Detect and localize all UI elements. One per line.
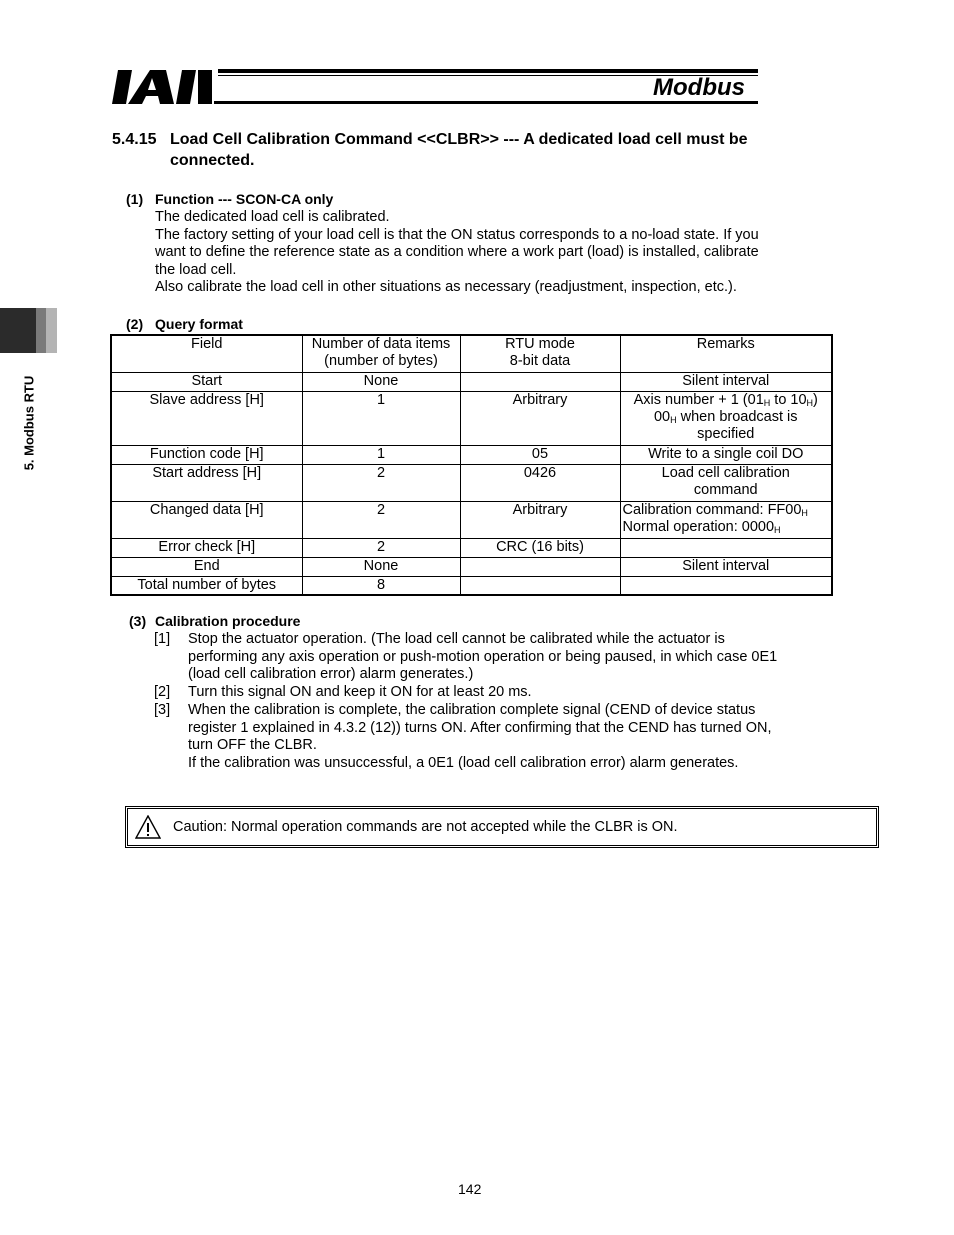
chapter-tab-light [46, 308, 57, 353]
function-description: The dedicated load cell is calibrated. The factory setting of your load cell is that the ON status corresponds to a no-load state. If you want to define the reference state as a condition where a work part (load) is installed, calibrate the load cell. Also calibrate the load cell in other situations as necessary (readjustment, inspection, etc.). [155, 209, 759, 295]
iai-logo [112, 68, 212, 106]
procedure-heading: (3) Calibration procedure [129, 613, 301, 629]
procedure-steps [154, 631, 838, 773]
header-items: Number of data items (number of bytes) [302, 335, 460, 372]
query-format-table [110, 334, 833, 596]
header-rtu: RTU mode 8-bit data [460, 335, 620, 372]
table-row: Slave address [H] 1 Arbitrary Axis number + 1 ($01_H$ to $10_H$) $00_H$ when broadcast is specified [111, 391, 832, 445]
chapter-tab-dark [0, 308, 36, 353]
query-heading: (2) Query format [126, 316, 243, 332]
section-title-line1: Load Cell Calibration Command <<CLBR>> --- A dedicated load cell must be [170, 131, 748, 148]
chapter-tab-label: 5. Modbus RTU [21, 375, 37, 471]
warning-icon [135, 815, 161, 839]
section-tag: Modbus [653, 74, 745, 101]
table-row: Function code [H] 1 05 Write to a single coil DO [111, 445, 832, 464]
table-row: Start address [H] 2 0426 Load cell calibration command [111, 464, 832, 501]
list-item: [2] Turn this signal ON and keep it ON for at least 20 ms. [154, 684, 532, 701]
list-item: [1] Stop the actuator operation. (The load cell cannot be calibrated while the actuator is performing any axis operation or push-motion operation or being paused, in which case 0E1 (load cell calibration error) alarm generates.) [154, 631, 778, 683]
function-heading: (1) Function --- SCON-CA only [126, 191, 334, 207]
caution-text: Caution: Normal operation commands are not accepted while the CLBR is ON. [173, 819, 678, 835]
table-row: Error check [H] 2 CRC (16 bits) [111, 538, 832, 557]
table-header-row [111, 335, 832, 372]
header-remarks: Remarks [620, 335, 832, 372]
chapter-tab-mid [36, 308, 46, 353]
page-number: 142 [458, 1181, 482, 1197]
table-row: Start None Silent interval [111, 372, 832, 391]
header-field: Field [111, 335, 302, 372]
table-row: End None Silent interval [111, 557, 832, 576]
section-heading [112, 129, 748, 171]
caution-box [125, 806, 879, 848]
table-row: Total number of bytes 8 [111, 576, 832, 595]
header-rule-top [218, 69, 758, 73]
section-title-line2: connected. [170, 152, 255, 169]
table-row: Changed data [H] 2 Arbitrary Calibration command: $FF00_H$ Normal operation: $0000_H$ [111, 501, 832, 538]
section-number: 5.4.15 [112, 131, 157, 148]
list-item: [3] When the calibration is complete, the calibration complete signal (CEND of device status register 1 explained in 4.3.2 (12)) turns ON. After confirming that the CEND has turned ON, turn OFF the CLBR. If the calibration was unsuccessful, a 0E1 (load cell calibration error) alarm generates. [154, 701, 772, 771]
